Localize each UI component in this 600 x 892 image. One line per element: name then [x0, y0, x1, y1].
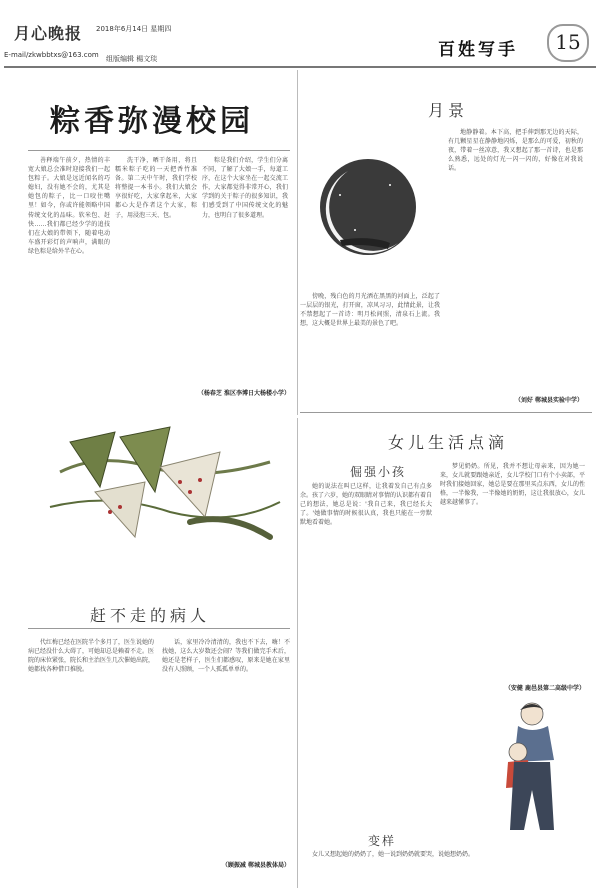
article-column: 梦见奶奶。所见，我并不想让母亲来，因为她一来，女儿就要跟她亲近，女儿学校门口有个小卖部，平时我们接她回家，她总是要在那里买点东西，女儿的性格，一半像我，一半像她的奶奶，这让我很放心，女儿越来越懂事了。 [440, 463, 585, 507]
title-underline [28, 628, 290, 629]
masthead-rule [4, 66, 596, 68]
subheading: 倔强小孩 [350, 465, 407, 479]
article-column: 粽是我们介绍，学生们分离不同，了解了大娘一手，每道工序，在这个大家坐在一起交流工作，大家都觉得非常开心，我们学到的关于粽子的很多知识，我们感受到了中国传统文化的魅力，也明白了很多道理。 [202, 157, 288, 219]
article-title: 女儿生活点滴 [388, 433, 509, 452]
article-column: 代红梅已经在医院半个多月了，医生说她的病已经没什么大碍了，可她却总是赖着不走。医院的床位紧张，院长和主治医生几次催她出院，她都找各种借口推脱。 [28, 639, 154, 674]
article-byline: （刘好 郸城县实验中学） [514, 397, 583, 404]
article-byline: （杨春芝 淮区李博日大杨楼小学） [197, 390, 290, 397]
contact-email: E-mail/zkwbbtxs@163.com [4, 51, 99, 59]
article-column: 善释端午前夕，热情的丰宽大娘总会准时迎接我们一起包粽子。大娘是远近闻名的巧媳妇，没有她不会的，尤其是她包的粽子，比一口咬住嘴里！如今，你或许能领略中国传统文化的品味。软米包、赶快……我们都已经少学的追技们在大娘的带领下，随着电动车盛开彩灯的声响声，满眼的绿色粽是给外半在心。 [28, 157, 110, 255]
column-divider [297, 418, 298, 888]
section-rule [300, 412, 592, 413]
masthead [0, 0, 600, 66]
article-title: 月景 [428, 101, 469, 120]
moon-illustration [300, 135, 435, 285]
mother-child-illustration [470, 690, 590, 840]
article-column: 她的说法在叫已这样，让我着发自己有点多余。孩了六岁，她的双眼睛对事情的认识都有着自己的想法，她总是说：'我自己来，我已经长大了。'她做事情的时候很认真，我也只能在一旁默默地看着她。 [300, 483, 432, 527]
article-title: 赶不走的病人 [90, 606, 211, 625]
issue-date: 2018年6月14日 星期四 [96, 25, 172, 33]
article-column: 话，家里冷冷清清的，我也不下去，嗨！不找她，这么大岁数还会闹？等我们做完手术后，她还是老样子，医生们都感叹，原来是她在家里没有人照顾，一个人孤孤单单的。 [162, 639, 290, 674]
layout-editor: 组版编辑 楊文琰 [106, 55, 158, 63]
page-number: 15 [547, 24, 589, 62]
title-underline [28, 150, 290, 151]
article-title: 粽香弥漫校园 [50, 104, 254, 139]
column-divider [297, 70, 298, 415]
article-column: 女儿又想起她的奶奶了，她一说到奶奶就要哭，说她想奶奶。 [312, 851, 475, 858]
article-column: 洗干净，晒干备用，将且糯米粽子吃的一天把香竹准备。第二天中午时，我们学校将整提一本书小。我们大娘会享很好吃，大家拿起米，大家都心大是作者这个大家，粽子，用浸泡三天、包。 [115, 157, 197, 219]
newspaper-logo: 月心晚报 [14, 24, 83, 43]
subheading: 变样 [368, 834, 397, 848]
zongzi-illustration [40, 412, 290, 562]
article-column: 傍晚，残白色的月光洒在黑黑的河面上，泛起了一层层的银光，打开窗，凉风习习，此情此景，让我不禁想起了一首诗：明月松间照，清泉石上流。我想，这大概是世界上最美的景色了吧。 [300, 293, 440, 328]
article-column: 地静静着。本下高，把手伸到那无边的天际，有几颗星星在静静地闪烁，是那么的可爱，初秋的夜，带着一丝凉意，我又想起了那一首诗，也是那么熟悉，远处的灯光一闪一闪的，好像在对我说话。 [448, 129, 583, 173]
article-byline: （顾振减 郸城县教体局） [221, 862, 290, 869]
article-byline: （安健 鹿邑县第二高级中学） [504, 685, 585, 692]
section-title: 百姓写手 [438, 40, 518, 60]
